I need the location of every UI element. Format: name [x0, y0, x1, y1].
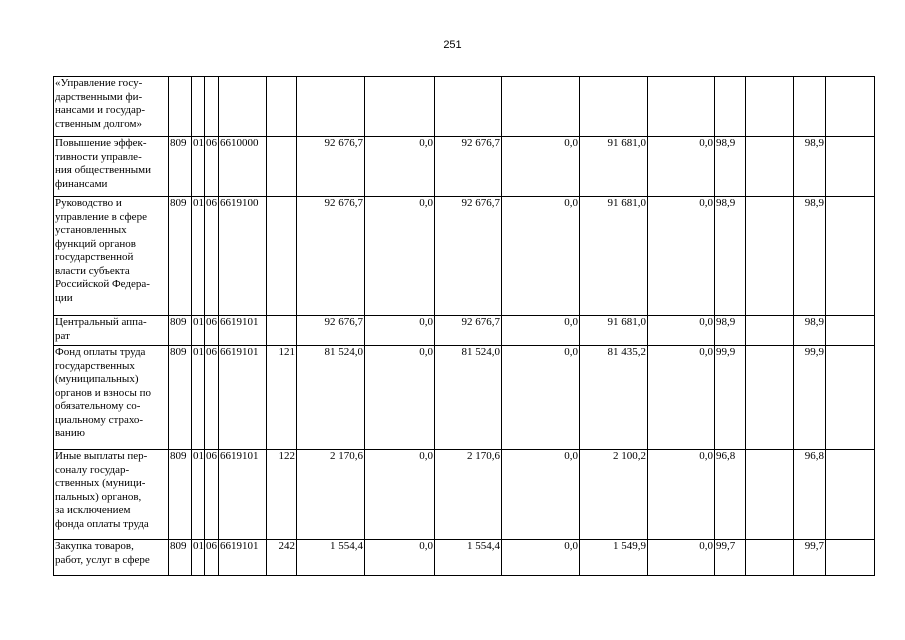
executed-subvention-cell: 0,0: [648, 540, 715, 576]
target-article-cell: 6619101: [219, 450, 267, 540]
approved-amount-cell: 1 554,4: [297, 540, 365, 576]
target-article-cell: 6610000: [219, 137, 267, 197]
grbs-code-cell: 809: [169, 316, 192, 346]
planned-amount-cell: [435, 77, 502, 137]
row-name-cell: Центральный аппа- рат: [54, 316, 169, 346]
section-code-cell: 01: [192, 137, 205, 197]
percent-approved-cell: 98,9: [715, 197, 746, 316]
expense-type-cell: [267, 197, 297, 316]
approved-subvention-cell: 0,0: [365, 316, 435, 346]
approved-amount-cell: 92 676,7: [297, 197, 365, 316]
percent-planned-cell: [794, 77, 826, 137]
executed-amount-cell: 1 549,9: [580, 540, 648, 576]
percent-extra-cell: [826, 137, 875, 197]
planned-subvention-cell: 0,0: [502, 197, 580, 316]
planned-amount-cell: 92 676,7: [435, 316, 502, 346]
section-code-cell: 01: [192, 346, 205, 450]
row-name-cell: Иные выплаты пер- соналу государ- ственных (муници- пальных) органов, за исключением фонда оплаты труда: [54, 450, 169, 540]
executed-amount-cell: 91 681,0: [580, 137, 648, 197]
empty-cell: [746, 450, 794, 540]
grbs-code-cell: 809: [169, 540, 192, 576]
planned-subvention-cell: 0,0: [502, 540, 580, 576]
approved-amount-cell: 92 676,7: [297, 316, 365, 346]
empty-cell: [746, 197, 794, 316]
planned-subvention-cell: 0,0: [502, 450, 580, 540]
executed-subvention-cell: 0,0: [648, 197, 715, 316]
section-code-cell: 01: [192, 197, 205, 316]
percent-approved-cell: 98,9: [715, 137, 746, 197]
percent-planned-cell: 98,9: [794, 197, 826, 316]
row-name-cell: Фонд оплаты труда государственных (муниципальных) органов и взносы по обязательному со- циальному страхо- ванию: [54, 346, 169, 450]
percent-planned-cell: 96,8: [794, 450, 826, 540]
percent-approved-cell: 96,8: [715, 450, 746, 540]
expense-type-cell: 122: [267, 450, 297, 540]
planned-amount-cell: 2 170,6: [435, 450, 502, 540]
approved-amount-cell: 81 524,0: [297, 346, 365, 450]
planned-subvention-cell: [502, 77, 580, 137]
grbs-code-cell: [169, 77, 192, 137]
executed-amount-cell: 2 100,2: [580, 450, 648, 540]
section-code-cell: 01: [192, 316, 205, 346]
section-code-cell: 01: [192, 540, 205, 576]
approved-subvention-cell: 0,0: [365, 137, 435, 197]
approved-subvention-cell: 0,0: [365, 346, 435, 450]
expense-type-cell: [267, 137, 297, 197]
percent-approved-cell: 99,9: [715, 346, 746, 450]
expense-type-cell: 121: [267, 346, 297, 450]
executed-amount-cell: 91 681,0: [580, 197, 648, 316]
subsection-code-cell: 06: [205, 450, 219, 540]
subsection-code-cell: 06: [205, 540, 219, 576]
target-article-cell: [219, 77, 267, 137]
row-name-cell: Руководство и управление в сфере установленных функций органов государственной власти субъекта Российской Федера- ции: [54, 197, 169, 316]
empty-cell: [746, 540, 794, 576]
executed-amount-cell: 91 681,0: [580, 316, 648, 346]
planned-amount-cell: 92 676,7: [435, 137, 502, 197]
executed-subvention-cell: 0,0: [648, 316, 715, 346]
empty-cell: [746, 346, 794, 450]
expense-type-cell: [267, 77, 297, 137]
approved-subvention-cell: 0,0: [365, 450, 435, 540]
planned-amount-cell: 92 676,7: [435, 197, 502, 316]
percent-extra-cell: [826, 77, 875, 137]
approved-amount-cell: [297, 77, 365, 137]
percent-extra-cell: [826, 197, 875, 316]
section-code-cell: [192, 77, 205, 137]
section-code-cell: 01: [192, 450, 205, 540]
empty-cell: [746, 316, 794, 346]
table-row: [54, 540, 875, 576]
planned-amount-cell: 81 524,0: [435, 346, 502, 450]
approved-amount-cell: 2 170,6: [297, 450, 365, 540]
executed-subvention-cell: 0,0: [648, 346, 715, 450]
executed-subvention-cell: [648, 77, 715, 137]
percent-planned-cell: 98,9: [794, 316, 826, 346]
table-row: [54, 77, 875, 137]
percent-extra-cell: [826, 540, 875, 576]
executed-amount-cell: 81 435,2: [580, 346, 648, 450]
grbs-code-cell: 809: [169, 197, 192, 316]
table-row: [54, 316, 875, 346]
planned-amount-cell: 1 554,4: [435, 540, 502, 576]
percent-approved-cell: 98,9: [715, 316, 746, 346]
executed-amount-cell: [580, 77, 648, 137]
percent-extra-cell: [826, 316, 875, 346]
approved-subvention-cell: [365, 77, 435, 137]
percent-planned-cell: 98,9: [794, 137, 826, 197]
planned-subvention-cell: 0,0: [502, 137, 580, 197]
budget-table: [53, 76, 875, 576]
table-row: [54, 197, 875, 316]
grbs-code-cell: 809: [169, 137, 192, 197]
grbs-code-cell: 809: [169, 346, 192, 450]
percent-approved-cell: 99,7: [715, 540, 746, 576]
expense-type-cell: 242: [267, 540, 297, 576]
grbs-code-cell: 809: [169, 450, 192, 540]
subsection-code-cell: 06: [205, 316, 219, 346]
target-article-cell: 6619101: [219, 346, 267, 450]
percent-extra-cell: [826, 450, 875, 540]
subsection-code-cell: 06: [205, 346, 219, 450]
page-number: 251: [443, 39, 462, 51]
target-article-cell: 6619101: [219, 540, 267, 576]
table-row: [54, 346, 875, 450]
row-name-cell: Закупка товаров, работ, услуг в сфере: [54, 540, 169, 576]
planned-subvention-cell: 0,0: [502, 316, 580, 346]
percent-planned-cell: 99,9: [794, 346, 826, 450]
executed-subvention-cell: 0,0: [648, 137, 715, 197]
subsection-code-cell: 06: [205, 197, 219, 316]
percent-extra-cell: [826, 346, 875, 450]
planned-subvention-cell: 0,0: [502, 346, 580, 450]
empty-cell: [746, 137, 794, 197]
row-name-cell: «Управление госу- дарственными фи- нансами и государ- ственным долгом»: [54, 77, 169, 137]
expense-type-cell: [267, 316, 297, 346]
empty-cell: [746, 77, 794, 137]
approved-subvention-cell: 0,0: [365, 540, 435, 576]
target-article-cell: 6619100: [219, 197, 267, 316]
table-row: [54, 450, 875, 540]
approved-amount-cell: 92 676,7: [297, 137, 365, 197]
row-name-cell: Повышение эффек- тивности управле- ния общественными финансами: [54, 137, 169, 197]
subsection-code-cell: 06: [205, 137, 219, 197]
table-row: [54, 137, 875, 197]
executed-subvention-cell: 0,0: [648, 450, 715, 540]
approved-subvention-cell: 0,0: [365, 197, 435, 316]
percent-planned-cell: 99,7: [794, 540, 826, 576]
percent-approved-cell: [715, 77, 746, 137]
subsection-code-cell: [205, 77, 219, 137]
target-article-cell: 6619101: [219, 316, 267, 346]
